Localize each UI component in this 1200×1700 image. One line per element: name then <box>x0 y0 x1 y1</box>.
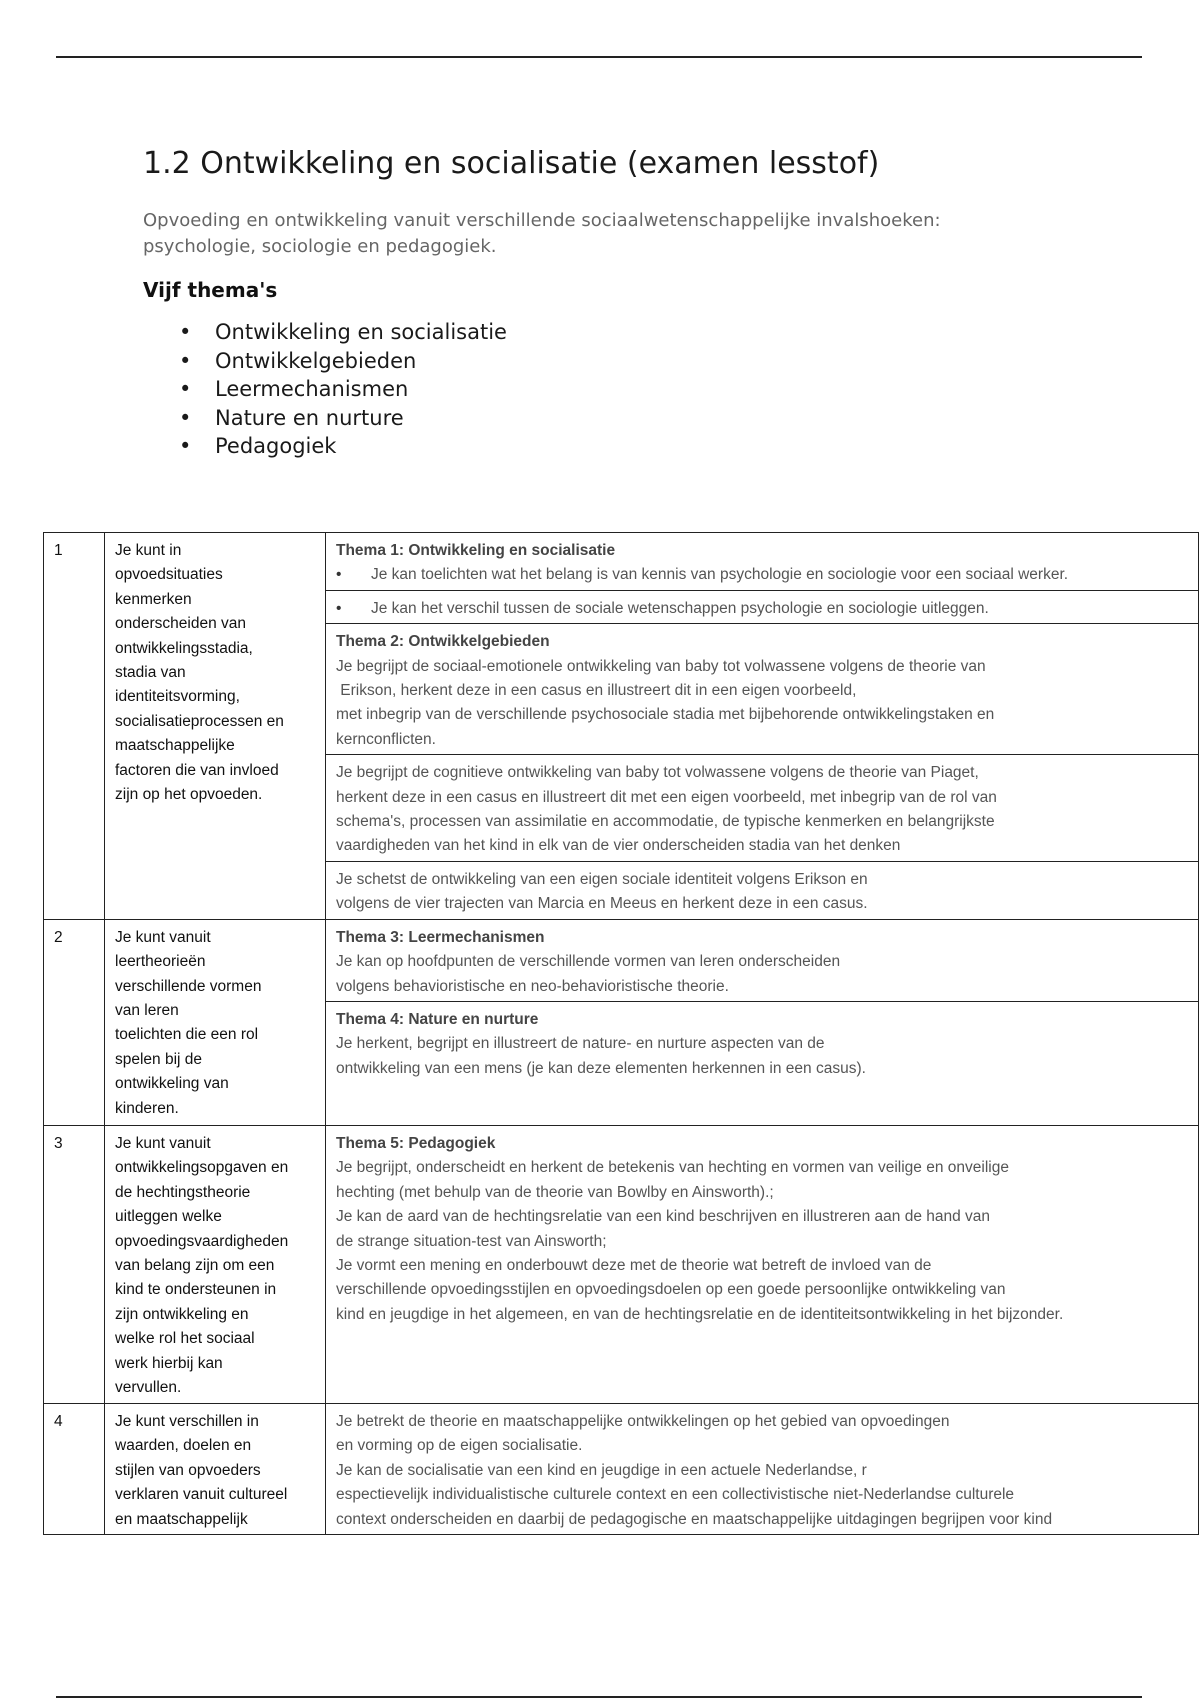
goal-line: verschillende vormen <box>115 977 262 995</box>
theme-line: Je begrijpt de cognitieve ontwikkeling van baby tot volwassene volgens de theorie van Piaget, <box>336 764 979 782</box>
theme-line: ontwikkeling van een mens (je kan deze elementen herkennen in een casus). <box>336 1059 866 1077</box>
theme-line: Je herkent, begrijpt en illustreert de nature- en nurture aspecten van de <box>336 1035 825 1053</box>
themes-list <box>173 318 507 461</box>
theme-line: volgens de vier trajecten van Marcia en Meeus en herkent deze in een casus. <box>336 895 868 913</box>
goal-line: Je kunt verschillen in <box>115 1412 259 1430</box>
theme-cell <box>326 624 1199 755</box>
theme-cell <box>326 1001 1199 1125</box>
theme-line: kind en jeugdige in het algemeen, en van de hechtingsrelatie en de identiteitsontwikkeling in het bijzonder. <box>336 1305 1064 1323</box>
theme-item: • Nature en nurture <box>173 404 507 433</box>
theme-line: de strange situation-test van Ainsworth; <box>336 1232 607 1250</box>
goal-number: 3 <box>44 1125 105 1403</box>
theme-line: met inbegrip van de verschillende psychosociale stadia met bijbehorende ontwikkelingstaken en <box>336 706 995 724</box>
goal-number: 2 <box>44 919 105 1125</box>
goal-line: kenmerken <box>115 590 192 608</box>
goal-line: welke rol het sociaal <box>115 1330 255 1348</box>
theme-line: kernconflicten. <box>336 730 436 748</box>
goal-number: 1 <box>44 533 105 920</box>
theme-item: • Ontwikkeling en socialisatie <box>173 318 507 347</box>
theme-cell <box>326 1403 1199 1534</box>
goal-line: kind te ondersteunen in <box>115 1281 277 1299</box>
goal-line: stadia van <box>115 664 186 682</box>
theme-cell <box>326 861 1199 919</box>
goal-line: spelen bij de <box>115 1050 203 1068</box>
theme-item: • Leermechanismen <box>173 375 507 404</box>
theme-line: verschillende opvoedingsstijlen en opvoedingsdoelen op een goede persoonlijke ontwikkeling van <box>336 1281 1006 1299</box>
theme-heading: Thema 4: Nature en nurture <box>336 1010 539 1028</box>
goal-description <box>105 919 326 1125</box>
theme-cell <box>326 755 1199 862</box>
goal-line: en maatschappelijk <box>115 1510 248 1528</box>
goal-line: identiteitsvorming, <box>115 688 240 706</box>
theme-line: Je kan op hoofdpunten de verschillende vormen van leren onderscheiden <box>336 953 841 971</box>
theme-item: • Ontwikkelgebieden <box>173 347 507 376</box>
theme-line: hechting (met behulp van de theorie van Bowlby en Ainsworth).; <box>336 1183 774 1201</box>
footer-rule <box>56 1696 1142 1698</box>
intro-line: Opvoeding en ontwikkeling vanuit verschillende sociaalwetenschappelijke invalshoeken: <box>143 210 941 231</box>
theme-line: Je betrekt de theorie en maatschappelijke ontwikkelingen op het gebied van opvoedingen <box>336 1412 950 1430</box>
theme-line: Je schetst de ontwikkeling van een eigen sociale identiteit volgens Erikson en <box>336 870 868 888</box>
goal-line: ontwikkelingsopgaven en <box>115 1159 289 1177</box>
goal-line: maatschappelijke <box>115 737 235 755</box>
table-row <box>44 1403 1199 1534</box>
goal-line: de hechtingstheorie <box>115 1183 251 1201</box>
theme-cell <box>326 919 1199 1001</box>
theme-line: Je kan de socialisatie van een kind en jeugdige in een actuele Nederlandse, r <box>336 1461 867 1479</box>
goal-line: waarden, doelen en <box>115 1437 252 1455</box>
goal-line: uitleggen welke <box>115 1208 222 1226</box>
goal-line: werk hierbij kan <box>115 1354 223 1372</box>
goal-line: leertheorieën <box>115 953 206 971</box>
goal-line: van belang zijn om een <box>115 1256 275 1274</box>
theme-line: Je begrijpt, onderscheidt en herkent de betekenis van hechting en vormen van veilige en onveilige <box>336 1159 1009 1177</box>
header-rule <box>56 56 1142 58</box>
goal-line: ontwikkelingsstadia, <box>115 639 253 657</box>
intro-text <box>143 208 1003 260</box>
themes-heading: Vijf thema's <box>143 278 278 302</box>
theme-cell <box>326 1125 1199 1403</box>
goal-line: verklaren vanuit cultureel <box>115 1486 288 1504</box>
goal-description <box>105 533 326 920</box>
goal-description <box>105 1125 326 1403</box>
theme-heading: Thema 5: Pedagogiek <box>336 1134 496 1152</box>
theme-line: volgens behavioristische en neo-behavioristische theorie. <box>336 977 729 995</box>
table-row <box>44 533 1199 591</box>
goal-line: Je kunt vanuit <box>115 1134 211 1152</box>
goal-line: stijlen van opvoeders <box>115 1461 261 1479</box>
table-row <box>44 919 1199 1001</box>
learning-goals-table <box>43 532 1199 1535</box>
goal-line: onderscheiden van <box>115 615 246 633</box>
goal-line: ontwikkeling van <box>115 1075 229 1093</box>
goal-line: opvoedsituaties <box>115 566 223 584</box>
theme-bullet: • Je kan het verschil tussen de sociale wetenschappen psychologie en sociologie uitleggen. <box>336 597 1190 621</box>
goal-line: Je kunt in <box>115 542 182 559</box>
theme-heading: Thema 3: Leermechanismen <box>336 928 545 946</box>
goal-line: factoren die van invloed <box>115 761 279 779</box>
goal-line: van leren <box>115 1001 179 1019</box>
theme-cell <box>326 533 1199 591</box>
theme-line: Je kan de aard van de hechtingsrelatie van een kind beschrijven en illustreren aan de hand van <box>336 1208 991 1226</box>
table-row <box>44 1125 1199 1403</box>
theme-line: en vorming op de eigen socialisatie. <box>336 1437 583 1455</box>
theme-heading: Thema 2: Ontwikkelgebieden <box>336 633 550 651</box>
theme-heading: Thema 1: Ontwikkeling en socialisatie <box>336 542 616 559</box>
page-title: 1.2 Ontwikkeling en socialisatie (examen lesstof) <box>143 146 880 181</box>
theme-line: herkent deze in een casus en illustreert dit met een eigen voorbeeld, met inbegrip van de rol van <box>336 788 997 806</box>
theme-cell <box>326 590 1199 623</box>
theme-line: context onderscheiden en daarbij de pedagogische en maatschappelijke uitdagingen begrijpen voor kind <box>336 1510 1053 1528</box>
goal-description <box>105 1403 326 1534</box>
goal-line: kinderen. <box>115 1099 179 1117</box>
theme-line: espectievelijk individualistische culturele context en een collectivistische niet-Nederlandse culturele <box>336 1486 1015 1504</box>
goal-line: toelichten die een rol <box>115 1026 259 1044</box>
theme-line: Je vormt een mening en onderbouwt deze met de theorie wat betreft de invloed van de <box>336 1256 932 1274</box>
theme-line: vaardigheden van het kind in elk van de vier onderscheiden stadia van het denken <box>336 837 901 855</box>
intro-line: psychologie, sociologie en pedagogiek. <box>143 236 497 257</box>
theme-item: • Pedagogiek <box>173 432 507 461</box>
theme-line: Erikson, herkent deze in een casus en illustreert dit in een eigen voorbeeld, <box>336 682 857 700</box>
goal-line: zijn op het opvoeden. <box>115 786 263 804</box>
theme-bullet: • Je kan toelichten wat het belang is van kennis van psychologie en sociologie voor een sociaal werker. <box>336 563 1190 587</box>
goal-line: zijn ontwikkeling en <box>115 1305 249 1323</box>
goal-line: opvoedingsvaardigheden <box>115 1232 289 1250</box>
theme-line: schema's, processen van assimilatie en accommodatie, de typische kenmerken en belangrijkste <box>336 813 995 831</box>
goal-line: vervullen. <box>115 1378 182 1396</box>
goal-line: Je kunt vanuit <box>115 928 211 946</box>
theme-line: Je begrijpt de sociaal-emotionele ontwikkeling van baby tot volwassene volgens de theorie van <box>336 657 986 675</box>
goal-number: 4 <box>44 1403 105 1534</box>
goal-line: socialisatieprocessen en <box>115 712 284 730</box>
